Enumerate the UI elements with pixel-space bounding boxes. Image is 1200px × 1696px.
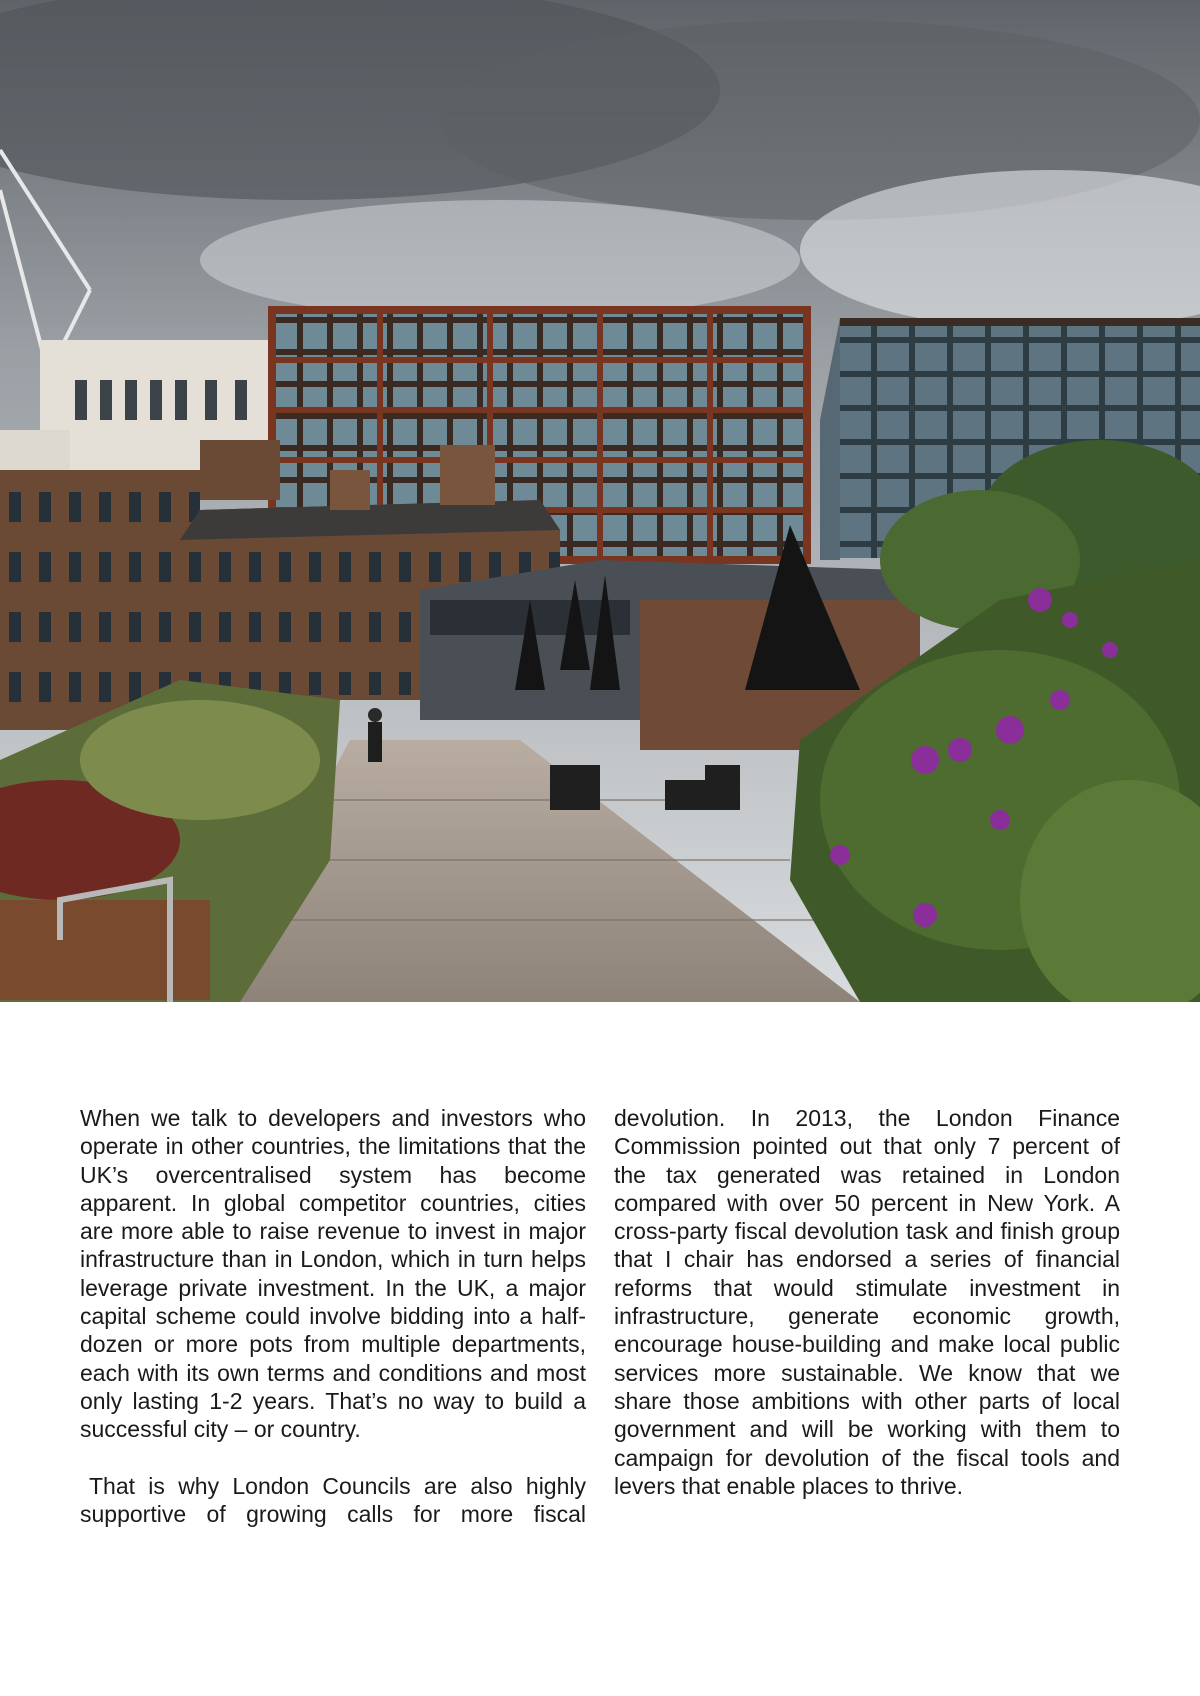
article-paragraph: When we talk to developers and investors who operate in other countries, the limitations that the UK’s overcentralised system has become apparent. In global competitor countries, cities are more able to raise revenue to invest in major infrastructure than in London, which in turn helps leverage private investment. In the UK, a major capital scheme could involve bidding into a half-dozen or more pots from multiple departments, each with its own terms and conditions and most only lasting 1-2 years. That’s no way to build a successful city – or country. bbox=[80, 1105, 586, 1443]
article-body bbox=[80, 1104, 1120, 1528]
article-paragraph: That is why London Councils are also highly supportive of growing calls for more fiscal devolution. In 2013, the London Finance Commission pointed out that only 7 percent of the tax generated was retained in London compared with over 50 percent in New York. A cross-party fiscal devolution task and finish group that I chair has endorsed a series of financial reforms that would stimulate investment in infrastructure, generate economic growth, encourage house-building and make local public services more sustainable. We know that we share those ambitions with other parts of local government and will be working with them to campaign for devolution of the fiscal tools and levers that enable places to thrive. bbox=[80, 1105, 1120, 1527]
